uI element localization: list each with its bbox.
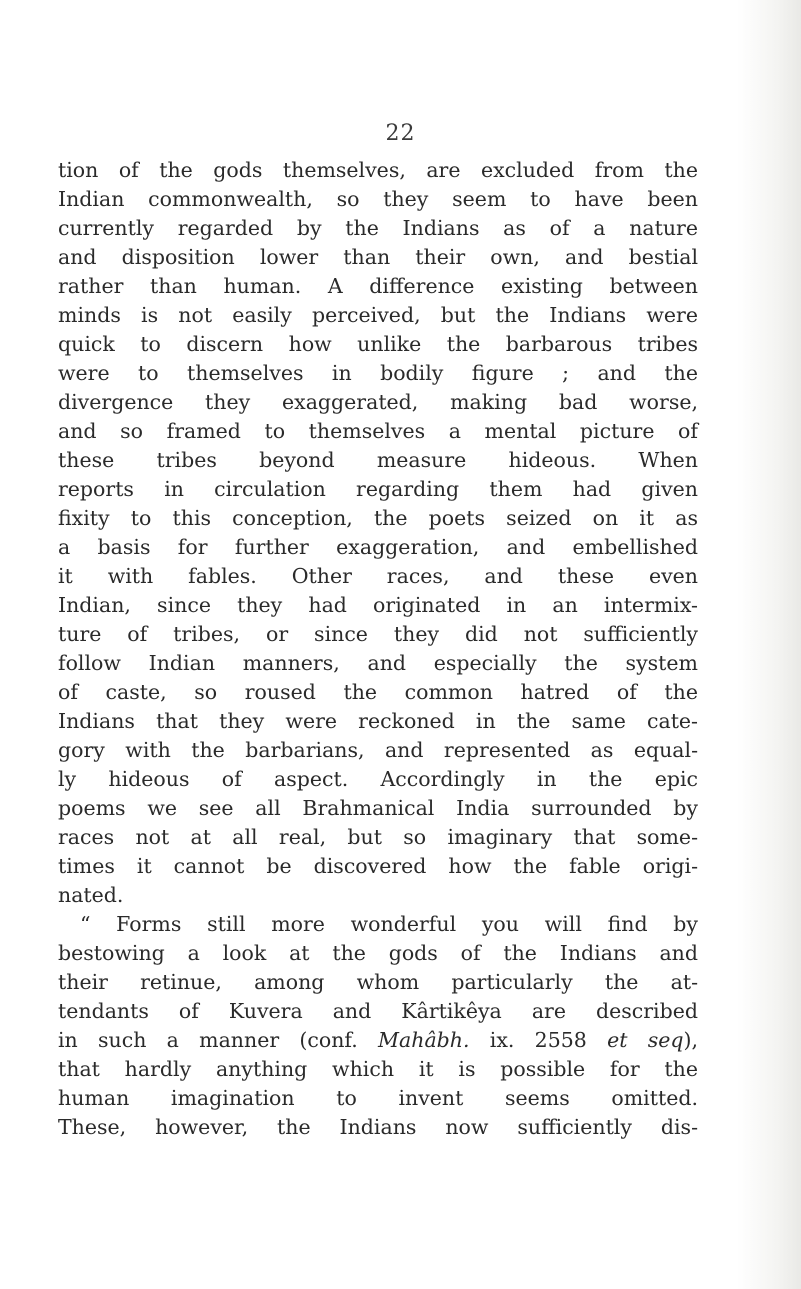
text-line: a basis for further exaggeration, and embellished: [58, 535, 698, 559]
text-line: and disposition lower than their own, and bestial: [58, 245, 698, 269]
text-line: tendants of Kuvera and Kârtikêya are described: [58, 999, 698, 1023]
text-line: ly hideous of aspect. Accordingly in the epic: [58, 767, 698, 791]
text-line: that hardly anything which it is possible for the: [58, 1057, 698, 1081]
text-line: Indian, since they had originated in an intermix-: [58, 593, 698, 617]
text-line: rather than human. A difference existing between: [58, 274, 698, 298]
text-line: Indians that they were reckoned in the same cate-: [58, 709, 698, 733]
text-fragment: ix. 2558: [469, 1028, 608, 1052]
text-line: ture of tribes, or since they did not sufficiently: [58, 622, 698, 646]
text-line: and so framed to themselves a mental picture of: [58, 419, 698, 443]
text-line: poems we see all Brahmanical India surrounded by: [58, 796, 698, 820]
citation-latin: et seq: [607, 1028, 684, 1052]
text-line: times it cannot be discovered how the fable origi-: [58, 854, 698, 878]
citation-title: Mahâbh.: [378, 1028, 470, 1052]
text-line: these tribes beyond measure hideous. When: [58, 448, 698, 472]
text-line: minds is not easily perceived, but the Indians were: [58, 303, 698, 327]
text-line: “ Forms still more wonderful you will find by: [80, 912, 698, 936]
text-line-with-citation: [58, 1026, 698, 1055]
text-line: it with fables. Other races, and these even: [58, 564, 698, 588]
text-line: reports in circulation regarding them had given: [58, 477, 698, 501]
text-line: their retinue, among whom particularly the at-: [58, 970, 698, 994]
text-line: Indian commonwealth, so they seem to have been: [58, 187, 698, 211]
text-line: follow Indian manners, and especially the system: [58, 651, 698, 675]
text-fragment: in such a manner (conf.: [58, 1028, 379, 1052]
text-line: races not at all real, but so imaginary that some-: [58, 825, 698, 849]
text-line: were to themselves in bodily figure ; and the: [58, 361, 698, 385]
text-line: currently regarded by the Indians as of a nature: [58, 216, 698, 240]
body-text: [58, 156, 698, 1142]
text-line: human imagination to invent seems omitted.: [58, 1086, 698, 1110]
text-line: bestowing a look at the gods of the Indians and: [58, 941, 698, 965]
text-line: gory with the barbarians, and represented as equal-: [58, 738, 698, 762]
text-line: quick to discern how unlike the barbarous tribes: [58, 332, 698, 356]
text-line: tion of the gods themselves, are excluded from the: [58, 158, 698, 182]
text-line: nated.: [58, 883, 124, 907]
text-fragment: ),: [683, 1028, 698, 1052]
text-line: of caste, so roused the common hatred of the: [58, 680, 698, 704]
text-line: divergence they exaggerated, making bad worse,: [58, 390, 698, 414]
text-line: These, however, the Indians now sufficiently dis-: [58, 1115, 698, 1139]
text-line: fixity to this conception, the poets seized on it as: [58, 506, 698, 530]
page-number: 22: [385, 121, 416, 146]
